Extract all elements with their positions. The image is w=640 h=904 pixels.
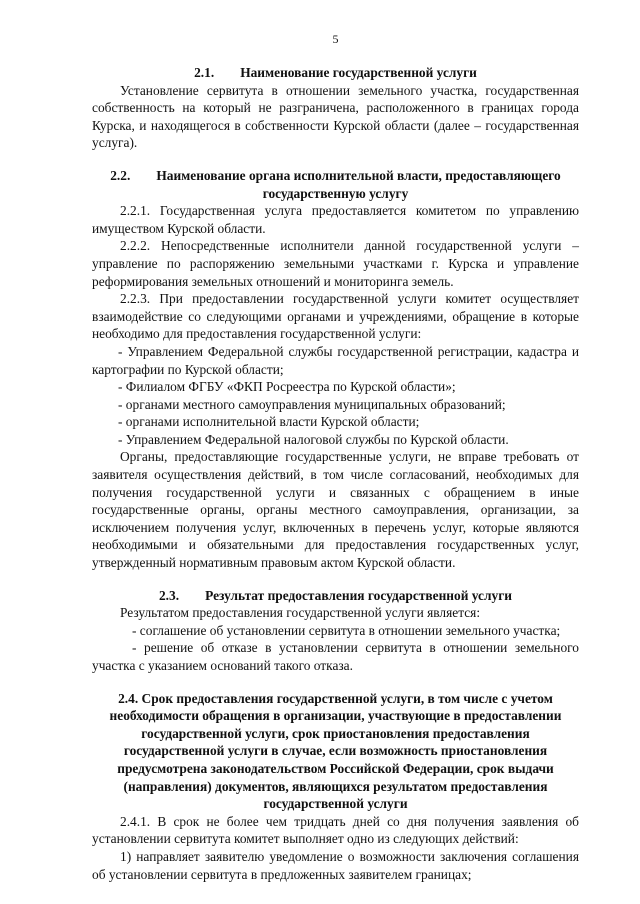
section-2-3-title: Результат предоставления государственной услуги: [205, 587, 512, 603]
section-2-4-heading: [92, 690, 579, 813]
section-2-4-title-line: предусмотрена законодательством Российской Федерации, срок выдачи: [117, 760, 554, 776]
section-2-2-heading: [92, 167, 579, 202]
section-2-1-heading: [92, 64, 579, 82]
section-2-1-number: 2.1.: [194, 65, 215, 80]
result-item-agreement: - соглашение об установлении сервитута в отношении земельного участка;: [132, 622, 561, 638]
list-item: - органами исполнительной власти Курской области;: [118, 414, 420, 430]
page-number: 5: [332, 32, 339, 46]
section-2-2-title-line2: государственную услугу: [262, 185, 409, 201]
list-item: - Филиалом ФГБУ «ФКП Росреестра по Курской области»;: [118, 379, 456, 395]
section-2-4-title-line: необходимости обращения в организации, участвующие в предоставлении: [109, 708, 562, 724]
result-item-refusal: - решение об отказе в установлении сервитута в отношении земельного участка с указанием оснований такого отказа.: [92, 640, 579, 673]
paragraph-2-2-organs: Органы, предоставляющие государственные услуги, не вправе требовать от заявителя осуществления действий, в том числе согласований, необходимых для получения государственной услуги и связанных с обращением в иные государственные органы, органы местного самоуправления, организации, за исключением получения услуг, включенных в перечень услуг, которые являются необходимыми и обязательными для предоставления государственных услуг, утвержденный нормативным правовым актом Курской области.: [92, 449, 579, 571]
section-2-4-title-line: 2.4. Срок предоставления государственной услуги, в том числе с учетом: [118, 690, 553, 706]
section-2-2-title-line1: Наименование органа исполнительной власти, предоставляющего: [156, 167, 561, 183]
section-2-3-intro: Результатом предоставления государственной услуги является:: [120, 605, 481, 621]
section-2-3-number: 2.3.: [158, 587, 180, 603]
paragraph-2-4-1: 2.4.1. В срок не более чем тридцать дней со дня получения заявления об установлении сервитута комитет выполняет одно из следующих действий:: [92, 813, 579, 847]
paragraph-2-4-1-item-1: 1) направляет заявителю уведомление о возможности заключения соглашения об установлении сервитута в предложенных заявителем границах;: [92, 848, 579, 882]
section-2-4-title-line: государственной услуги в случае, если возможность приостановления: [123, 743, 548, 759]
section-2-4-title-line: (направления) документов, являющихся результатом предоставления: [123, 778, 548, 794]
section-2-2-number: 2.2.: [110, 167, 131, 183]
section-2-1-text: Установление сервитута в отношении земельного участка, государственная собственность на который не разграничена, расположенного в границах города Курска, и находящегося в собственности Курской области (далее – государственная услуга).: [92, 82, 579, 151]
section-2-4-title-line: государственной услуги: [263, 796, 408, 812]
paragraph-2-2-2: 2.2.2. Непосредственные исполнители данной государственной услуги – управление по распоряжению земельными участками г. Курска и управление реформирования земельных отношений и мониторинга земель.: [92, 238, 579, 289]
section-2-3-heading: [92, 587, 579, 605]
list-item: - Управлением Федеральной службы государственной регистрации, кадастра и картографии по Курской области;: [92, 343, 579, 377]
paragraph-2-2-1: 2.2.1. Государственная услуга предоставляется комитетом по управлению имуществом Курской области.: [92, 203, 579, 236]
list-item: - Управлением Федеральной налоговой службы по Курской области.: [118, 431, 509, 447]
paragraph-2-2-3: 2.2.3. При предоставлении государственной услуги комитет осуществляет взаимодействие со следующими органами и учреждениями, обращение в которые необходимо для предоставления государственной услуги:: [92, 291, 579, 342]
section-2-1-title: Наименование государственной услуги: [240, 65, 477, 80]
list-item: - органами местного самоуправления муниципальных образований;: [118, 396, 506, 412]
section-2-4-title-line: государственной услуги, срок приостановления предоставления: [141, 725, 530, 741]
